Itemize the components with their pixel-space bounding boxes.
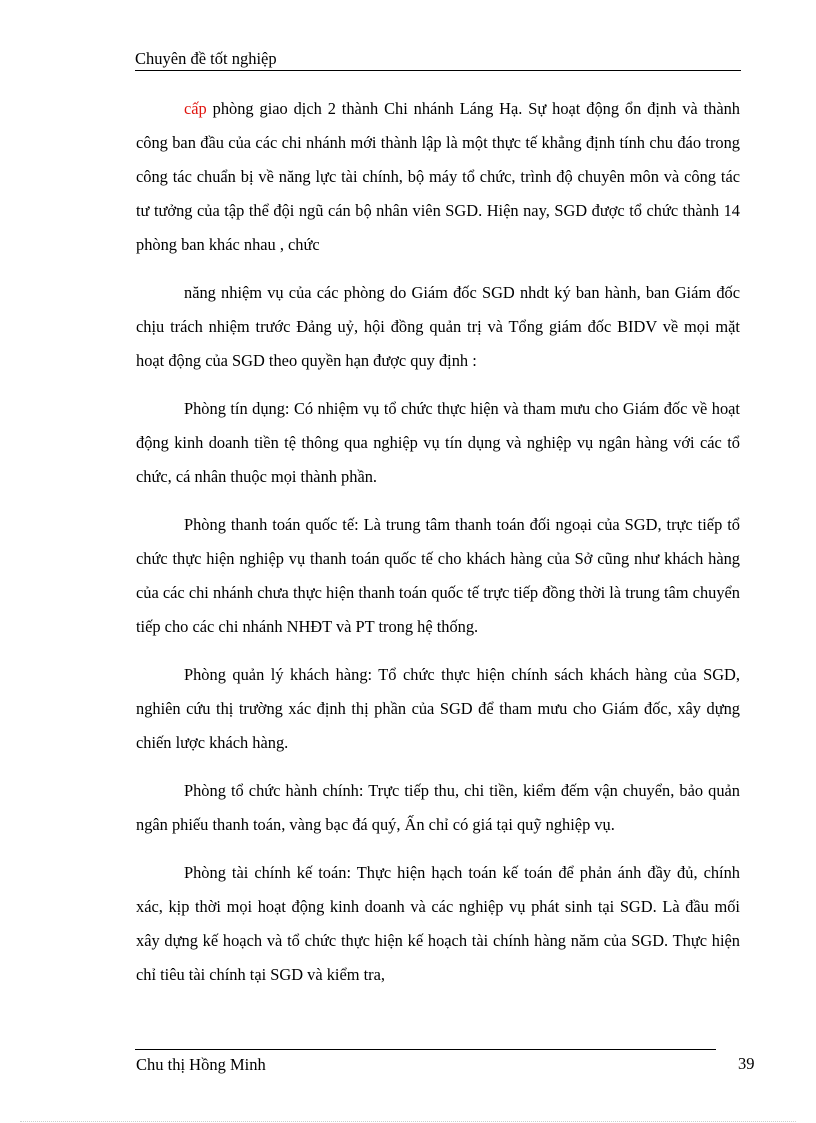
paragraph-6: Phòng tổ chức hành chính: Trực tiếp thu, chi tiền, kiểm đếm vận chuyển, bảo quản ngân phiếu thanh toán, vàng bạc đá quý, Ấn chỉ có giá tại quỹ nghiệp vụ. [136,781,740,834]
paragraph-7: Phòng tài chính kế toán: Thực hiện hạch toán kế toán để phản ánh đầy đủ, chính xác, kịp thời mọi hoạt động kinh doanh và các nghiệp vụ phát sinh tại SGD. Là đầu mối xây dựng kế hoạch và tổ chức thực hiện kế hoạch tài chính hàng năm của SGD. Thực hiện chỉ tiêu tài chính tại SGD và kiểm tra, [136,863,740,984]
paragraph-2: năng nhiệm vụ của các phòng do Giám đốc SGD nhdt ký ban hành, ban Giám đốc chịu trách nhiệm trước Đảng uỷ, hội đồng quản trị và Tổng giám đốc BIDV về mọi mặt hoạt động của SGD theo quyền hạn được quy định : [136,283,740,370]
document-body [136,92,740,1006]
header-title: Chuyên đề tốt nghiệp [135,49,277,68]
paragraph-3: Phòng tín dụng: Có nhiệm vụ tổ chức thực hiện và tham mưu cho Giám đốc về hoạt động kinh doanh tiền tệ thông qua nghiệp vụ tín dụng và nghiệp vụ ngân hàng với các tổ chức, cá nhân thuộc mọi thành phần. [136,399,740,486]
paragraph-1 [136,92,740,262]
page-number: 39 [738,1054,755,1073]
highlighted-word: cấp [184,99,207,118]
paragraph-4: Phòng thanh toán quốc tế: Là trung tâm thanh toán đối ngoại của SGD, trực tiếp tổ chức thực hiện nghiệp vụ thanh toán quốc tế cho khách hàng của Sở cũng như khách hàng của các chi nhánh chưa thực hiện thanh toán quốc tế trực tiếp đồng thời là trung tâm chuyển tiếp cho các chi nhánh NHĐT và PT trong hệ thống. [136,515,740,636]
paragraph-1-text: phòng giao dịch 2 thành Chi nhánh Láng Hạ. Sự hoạt động ổn định và thành công ban đầu của các chi nhánh mới thành lập là một thực tế khẳng định tính chu đáo trong công tác chuẩn bị về năng lực tài chính, bộ máy tổ chức, trình độ chuyên môn và công tác tư tưởng của tập thể đội ngũ cán bộ nhân viên SGD. Hiện nay, SGD được tổ chức thành 14 phòng ban khác nhau , chức [136,99,740,254]
paragraph-5: Phòng quản lý khách hàng: Tổ chức thực hiện chính sách khách hàng của SGD, nghiên cứu thị trường xác định thị phần của SGD để tham mưu cho Giám đốc, xây dựng chiến lược khách hàng. [136,665,740,752]
footer-divider [135,1049,716,1050]
page-edge-divider [20,1121,796,1122]
footer-author: Chu thị Hồng Minh [136,1055,266,1074]
page-header [135,48,741,71]
